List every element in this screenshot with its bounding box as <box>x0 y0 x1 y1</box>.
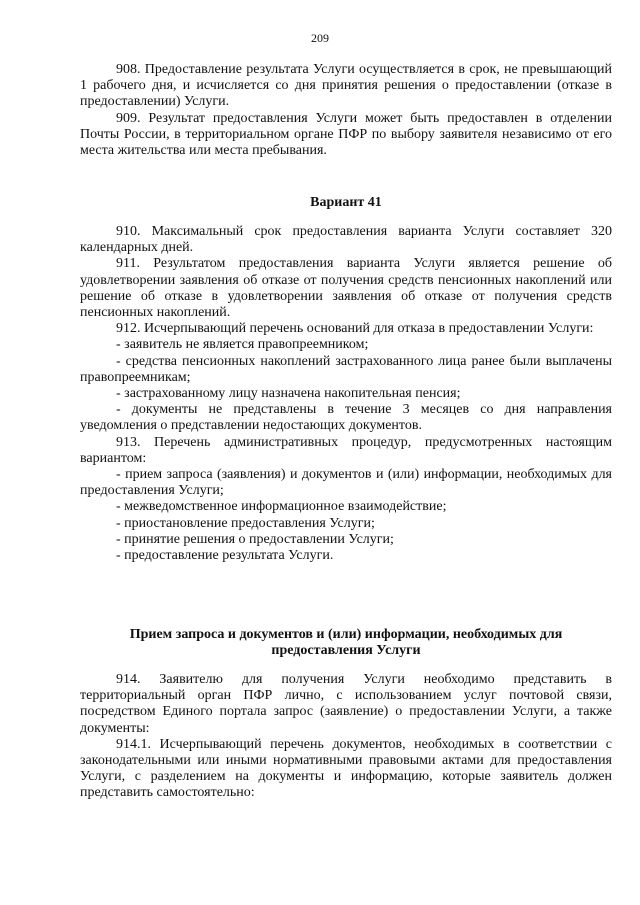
paragraph-914-1: 914.1. Исчерпывающий перечень документов, необходимых в соответствии с законодательными или иными нормативными правовыми актами для предоставления Услуги, с разделением на документы и информацию, которые заявитель должен представить самостоятельно: <box>80 736 612 801</box>
section-heading: Прием запроса и документов и (или) информации, необходимых для предоставления Услуги <box>129 627 563 659</box>
paragraph-group-section <box>80 672 612 802</box>
paragraph-group-top <box>80 62 612 159</box>
paragraph-group-variant <box>80 224 612 564</box>
paragraph-911: 911. Результатом предоставления варианта Услуги является решение об удовлетворении заявления об отказе от получения средств пенсионных накоплений или решение об отказе в удовлетворении заявления об отказе от получения средств пенсионных накоплений. <box>80 256 612 321</box>
list-item: - средства пенсионных накоплений застрахованного лица ранее были выплачены правопреемникам; <box>80 353 612 385</box>
list-item: - застрахованному лицу назначена накопительная пенсия; <box>116 386 461 402</box>
paragraph-914: 914. Заявителю для получения Услуги необходимо представить в территориальный орган ПФР лично, с использованием услуг почтовой связи, посредством Единого портала запрос (заявление) о предоставлении Услуги, а также документы: <box>80 672 612 736</box>
list-item: - заявитель не является правопреемником; <box>116 337 369 353</box>
variant-heading: Вариант 41 <box>310 195 382 210</box>
list-item: - предоставление результата Услуги. <box>116 548 334 564</box>
section-heading-block <box>80 627 612 659</box>
list-item: - принятие решения о предоставлении Услуги; <box>116 531 394 547</box>
list-item: - прием запроса (заявления) и документов и (или) информации, необходимых для предоставления Услуги; <box>80 467 612 499</box>
page-number: 209 <box>311 31 329 45</box>
paragraph-910: 910. Максимальный срок предоставления варианта Услуги составляет 320 календарных дней. <box>80 224 612 256</box>
variant-heading-block <box>80 195 612 211</box>
paragraph-912: 912. Исчерпывающий перечень оснований для отказа в предоставлении Услуги: <box>116 321 594 337</box>
list-item: - документы не представлены в течение 3 месяцев со дня направления уведомления о представлении недостающих документов. <box>80 402 612 434</box>
list-item: - приостановление предоставления Услуги; <box>116 515 375 531</box>
paragraph-913: 913. Перечень административных процедур, предусмотренных настоящим вариантом: <box>80 434 612 466</box>
paragraph-909: 909. Результат предоставления Услуги может быть предоставлен в отделении Почты России, в территориальном органе ПФР по выбору заявителя независимо от его места жительства или места пребывания. <box>80 110 612 159</box>
paragraph-908: 908. Предоставление результата Услуги осуществляется в срок, не превышающий 1 рабочего дня, и исчисляется со дня принятия решения о предоставлении (отказе в предоставлении) Услуги. <box>80 62 612 110</box>
list-item: - межведомственное информационное взаимодействие; <box>116 499 447 515</box>
